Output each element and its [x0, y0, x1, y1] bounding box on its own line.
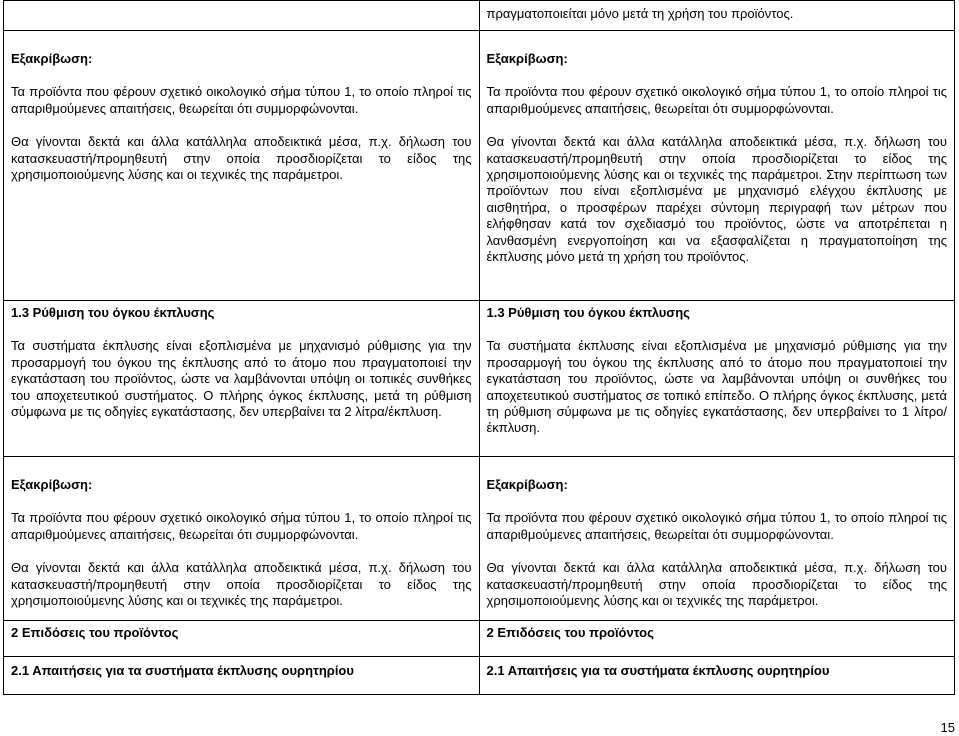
page-number: 15 — [940, 720, 955, 735]
section-heading: 2 Επιδόσεις του προϊόντος — [11, 625, 179, 640]
section-heading: 1.3 Ρύθμιση του όγκου έκπλυσης — [11, 305, 215, 320]
section-heading: 2 Επιδόσεις του προϊόντος — [486, 625, 654, 640]
section-paragraph: Τα συστήματα έκπλυσης είναι εξοπλισμένα με μηχανισμό ρύθμισης για την προσαρμογή του όγκου της έκπλυσης από το άτομο που πραγματοποιεί την εγκατάσταση του προϊόντος, ώστε να λαμβάνονται υπόψη οι τοπικές συνθήκες του αποχετευτικού συστήματος. Ο πλήρης όγκος έκπλυσης, μετά τη ρύθμιση σύμφωνα με τις οδηγίες εγκατάστασης, δεν υπερβαίνει τα 2 λίτρα/έκπλυση. — [11, 338, 472, 420]
table-row — [4, 657, 955, 695]
comparison-table — [3, 0, 955, 695]
performance-cell-right — [479, 621, 955, 657]
section-heading: 1.3 Ρύθμιση του όγκου έκπλυσης — [486, 305, 690, 320]
verification-paragraph: Τα προϊόντα που φέρουν σχετικό οικολογικό σήμα τύπου 1, το οποίο πληροί τις απαριθμούμενες απαιτήσεις, θεωρείται ότι συμμορφώνονται. — [486, 84, 947, 116]
verification-cell-right — [479, 31, 955, 301]
verification-paragraph: Τα προϊόντα που φέρουν σχετικό οικολογικό σήμα τύπου 1, το οποίο πληροί τις απαριθμούμενες απαιτήσεις, θεωρείται ότι συμμορφώνονται. — [11, 510, 472, 542]
section-paragraph: Τα συστήματα έκπλυσης είναι εξοπλισμένα με μηχανισμό ρύθμισης για την προσαρμογή του όγκου της έκπλυσης από το άτομο που πραγματοποιεί την εγκατάσταση του προϊόντος, ώστε να λαμβάνονται υπόψη οι συνθήκες του αποχετευτικού συστήματος σε τοπικό επίπεδο. Ο πλήρης όγκος έκπλυσης, μετά τη ρύθμιση σύμφωνα με τις οδηγίες εγκατάστασης, δεν υπερβαίνει το 1 λίτρο/έκπλυση. — [486, 338, 947, 436]
verification-heading: Εξακρίβωση: — [486, 477, 568, 492]
verification-paragraph: Θα γίνονται δεκτά και άλλα κατάλληλα αποδεικτικά μέσα, π.χ. δήλωση του κατασκευαστή/προμηθευτή στην οποία προσδιορίζεται το είδος της χρησιμοποιούμενης λύσης και οι τεχνικές της παράμετροι. — [11, 134, 472, 183]
verification-paragraph: Τα προϊόντα που φέρουν σχετικό οικολογικό σήμα τύπου 1, το οποίο πληροί τις απαριθμούμενες απαιτήσεις, θεωρείται ότι συμμορφώνονται. — [486, 510, 947, 542]
top-left-cell — [4, 1, 480, 31]
verification-paragraph: Τα προϊόντα που φέρουν σχετικό οικολογικό σήμα τύπου 1, το οποίο πληροί τις απαριθμούμενες απαιτήσεις, θεωρείται ότι συμμορφώνονται. — [11, 84, 472, 116]
verification-heading: Εξακρίβωση: — [11, 51, 93, 66]
verification-heading: Εξακρίβωση: — [11, 477, 93, 492]
verification-paragraph: Θα γίνονται δεκτά και άλλα κατάλληλα αποδεικτικά μέσα, π.χ. δήλωση του κατασκευαστή/προμηθευτή στην οποία προσδιορίζεται το είδος της χρησιμοποιούμενης λύσης και οι τεχνικές της παράμετροι. Στην περίπτωση των προϊόντων που είναι εξοπλισμένα με μηχανισμό ελέγχου έκπλυσης με αισθητήρα, ο προσφέρων παρέχει σύντομη περιγραφή των μέτρων που ελήφθησαν κατά τον σχεδιασμό του προϊόντος, ώστε να αποτρέπεται η λανθασμένη ενεργοποίηση και να εξασφαλίζεται η πραγματοποίηση της έκπλυσης μόνο μετά τη χρήση του προϊόντος. — [486, 134, 947, 265]
top-right-cell — [479, 1, 955, 31]
table-row — [4, 1, 955, 31]
table-row — [4, 621, 955, 657]
verification-paragraph: Θα γίνονται δεκτά και άλλα κατάλληλα αποδεικτικά μέσα, π.χ. δήλωση του κατασκευαστή/προμηθευτή στην οποία προσδιορίζεται το είδος της χρησιμοποιούμενης λύσης και οι τεχνικές της παράμετροι. — [486, 560, 947, 609]
performance-cell-left — [4, 621, 480, 657]
verification-cell-left — [4, 31, 480, 301]
continuation-text: πραγματοποιείται μόνο μετά τη χρήση του προϊόντος. — [486, 6, 794, 21]
section-heading: 2.1 Απαιτήσεις για τα συστήματα έκπλυσης ουρητηρίου — [11, 663, 354, 678]
flush-volume-cell-left — [4, 301, 480, 457]
table-row — [4, 457, 955, 621]
verification-cell-right — [479, 457, 955, 621]
section-heading: 2.1 Απαιτήσεις για τα συστήματα έκπλυσης ουρητηρίου — [486, 663, 830, 678]
table-row — [4, 31, 955, 301]
verification-heading: Εξακρίβωση: — [486, 51, 568, 66]
requirements-cell-left — [4, 657, 480, 695]
requirements-cell-right — [479, 657, 955, 695]
flush-volume-cell-right — [479, 301, 955, 457]
verification-cell-left — [4, 457, 480, 621]
table-row — [4, 301, 955, 457]
verification-paragraph: Θα γίνονται δεκτά και άλλα κατάλληλα αποδεικτικά μέσα, π.χ. δήλωση του κατασκευαστή/προμηθευτή στην οποία προσδιορίζεται το είδος της χρησιμοποιούμενης λύσης και οι τεχνικές της παράμετροι. — [11, 560, 472, 609]
